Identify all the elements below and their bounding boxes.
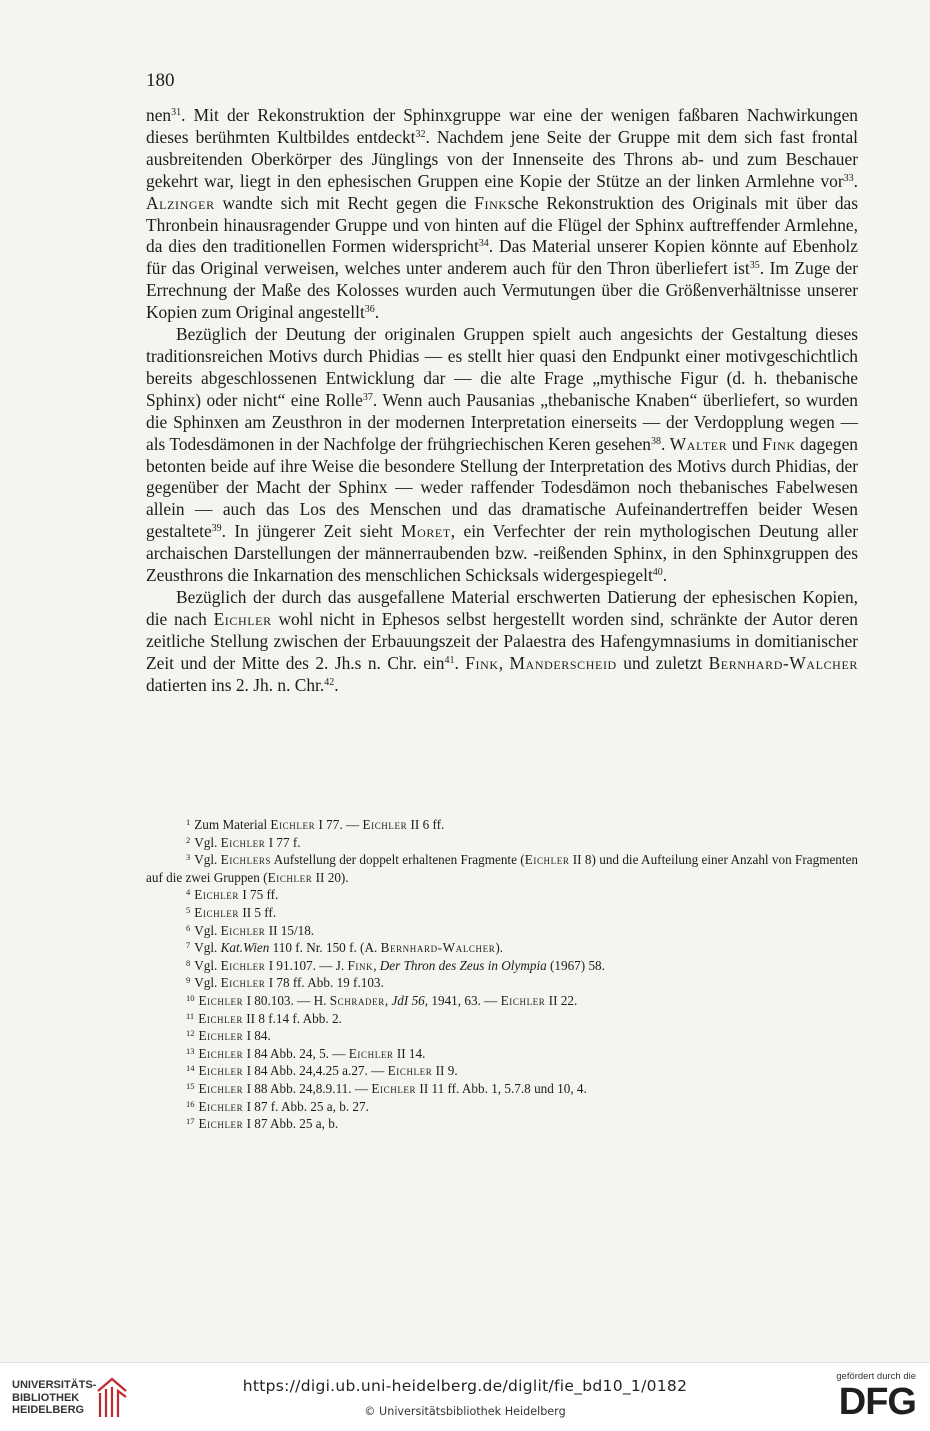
page-url-link[interactable]: https://digi.ub.uni-heidelberg.de/diglit/fie_bd10_1/0182 xyxy=(242,1377,688,1395)
author-name: Eichler xyxy=(198,1028,244,1044)
text-run: sche Rekonstruktion des Originals mit über das Thronbein hinausragender Gruppe und von hinten auf die Flügel der Sphinx auftreffender Armlehne, da dies den traditionellen Formen widerspricht xyxy=(146,192,858,257)
footnote-number: 2 xyxy=(186,834,191,845)
text-run: Aufstellung der doppelt erhaltenen Fragmente ( xyxy=(271,852,525,868)
footnote-number: 7 xyxy=(186,940,191,951)
text-run: II 8 f.14 f. Abb. 2. xyxy=(242,1010,342,1026)
text-run: nen xyxy=(146,105,172,125)
footnote-ref[interactable]: 35 xyxy=(749,260,760,272)
dfg-block[interactable] xyxy=(816,1371,916,1422)
paragraph xyxy=(146,324,858,587)
author-name: Fink xyxy=(465,652,499,673)
author-name: Eichler xyxy=(220,834,266,850)
text-run: II 6 ff. xyxy=(407,817,445,832)
text-run: und zuletzt xyxy=(616,652,709,673)
footnote-number: 10 xyxy=(186,992,195,1003)
text-run: 110 f. Nr. 150 f. (A. xyxy=(269,940,381,956)
text-run: I 80.103. — H. xyxy=(243,992,330,1008)
author-name: Alzinger xyxy=(146,192,215,213)
footnote xyxy=(146,1080,858,1098)
author-name: Eichler xyxy=(198,1010,243,1026)
text-run: I 84 Abb. 24,4.25 a.27. — xyxy=(243,1063,388,1079)
footnote-number: 6 xyxy=(186,922,191,933)
text-run: . xyxy=(853,170,858,191)
text-run: I 91.107. — J. xyxy=(265,957,348,973)
viewer-footer xyxy=(0,1362,930,1431)
footnote-number: 12 xyxy=(186,1028,195,1039)
author-name: Eichler xyxy=(213,608,272,629)
text-run: II 20). xyxy=(312,869,349,885)
text-run: I 77. — xyxy=(315,817,363,832)
footnote xyxy=(146,834,858,852)
text-run: Vgl. xyxy=(194,922,221,938)
text-run: dagegen betonten beide auf ihre Weise die besondere Stellung der Interpretation des Motivs durch Phidias, der gegenüber der Macht der Sphinx — weder raffender Todesdämon noch thebanisches Fabelwesen allein — auch das Los des Menschen und das dramatische Aufeinandertreffen beider Wesen gestaltete xyxy=(146,433,859,542)
text-run: Vgl. xyxy=(194,975,221,991)
text-run: Vgl. xyxy=(194,834,221,850)
author-name: Eichler xyxy=(198,1116,244,1132)
author-name: Eichler xyxy=(348,1045,394,1061)
author-name: Eichler xyxy=(371,1080,417,1096)
funded-by-label: gefördert durch die xyxy=(836,1371,916,1382)
library-logo-line: HEIDELBERG xyxy=(12,1404,85,1416)
footnote xyxy=(146,922,858,940)
footnote xyxy=(146,1010,858,1028)
author-name: Eichler xyxy=(270,817,316,832)
footnote-number: 4 xyxy=(186,887,191,898)
text-run: II 11 ff. Abb. 1, 5.7.8 und 10, 4. xyxy=(416,1080,587,1096)
text-run: . Wenn auch Pausanias „thebanische Knaben“ überliefert, so wurden die Sphinxen am Zeusthron in der modernen Interpretation einerseits — der Verdopplung wegen — als Todesdämonen in der Nachfolge der frühgriechischen Keren gesehen xyxy=(146,389,858,454)
author-name: Walter xyxy=(669,433,728,454)
author-name: Eichlers xyxy=(220,852,272,868)
footnotes xyxy=(146,816,858,1133)
footnote xyxy=(146,1115,858,1133)
author-name: Bernhard-Walcher xyxy=(708,652,858,673)
author-name: Eichler xyxy=(524,852,570,868)
text-run: . In jüngerer Zeit sieht xyxy=(221,521,401,542)
text-run: II 5 ff. xyxy=(239,904,277,920)
footnote-ref[interactable]: 36 xyxy=(364,304,375,316)
text-run: Bezüglich der durch das ausgefallene Material erschwerten Datierung der ephesischen Kopien, die nach xyxy=(146,586,858,629)
text-run: II 8) und die Aufteilung einer Anzahl von Fragmenten auf die zwei Gruppen ( xyxy=(146,852,859,885)
library-logo-line: BIBLIOTHEK xyxy=(12,1391,80,1404)
dfg-logo: DFG xyxy=(838,1381,916,1423)
footnote xyxy=(146,1045,858,1063)
author-name: Fink xyxy=(347,957,374,973)
footnote-number: 13 xyxy=(186,1045,195,1056)
text-run: II 22. xyxy=(545,992,578,1008)
work-title: Der Thron des Zeus in Olympia xyxy=(379,957,547,973)
text-run: . Mit der Rekonstruktion der Sphinxgruppe war eine der wenigen faßbaren Nachwirkungen dieses berühmten Kultbildes entdeckt xyxy=(146,105,858,147)
author-name: Eichler xyxy=(198,1098,244,1114)
footnote xyxy=(146,1027,858,1045)
text-run: I 77 f. xyxy=(265,834,301,850)
text-run: , xyxy=(373,957,380,973)
footnote-ref[interactable]: 40 xyxy=(652,567,663,579)
text-run: Zum Material xyxy=(194,817,271,832)
footnote xyxy=(146,1062,858,1080)
author-name: Eichler xyxy=(220,922,266,938)
text-run: Vgl. xyxy=(194,957,221,973)
text-run: Bezüglich der Deutung der originalen Gruppen spielt auch angesichts der Gestaltung dieses traditionsreichen Motivs durch Phidias — es stellt hier quasi den Endpunkt einer motivgeschichtlich bereits abgeschlossenen Entwicklung dar — die alte Frage „mythische Figur (d. h. thebanische Sphinx) oder nicht“ eine Rolle xyxy=(146,324,858,410)
copyright-notice: © Universitätsbibliothek Heidelberg xyxy=(364,1405,566,1418)
text-run: (1967) 58. xyxy=(546,957,605,973)
footnote-number: 3 xyxy=(186,852,191,863)
author-name: Eichler xyxy=(198,992,244,1008)
footnote xyxy=(146,816,858,834)
text-run: I 84 Abb. 24, 5. — xyxy=(243,1045,349,1061)
text-run: I 88 Abb. 24,8.9.11. — xyxy=(243,1080,372,1096)
author-name: Eichler xyxy=(500,992,546,1008)
text-run: II 15/18. xyxy=(265,922,315,938)
text-run: und xyxy=(727,433,763,454)
author-name: Eichler xyxy=(194,904,240,920)
text-run: . xyxy=(374,302,380,323)
author-name: Eichler xyxy=(220,975,266,991)
author-name: Fink xyxy=(474,192,508,213)
footnote-number: 17 xyxy=(186,1116,195,1127)
footnote xyxy=(146,957,858,975)
footnote xyxy=(146,904,858,922)
text-run: . Im Zuge der Errechnung der Maße des Kolosses wurden auch Vermutungen über die Größenverhältnisse unserer Kopien zum Original angestellt xyxy=(146,258,858,323)
footnote-ref[interactable]: 31 xyxy=(171,107,182,118)
footnote-ref[interactable]: 38 xyxy=(651,435,661,447)
footnote xyxy=(146,939,858,957)
text-run: wandte sich mit Recht gegen die xyxy=(214,192,475,213)
work-title: JdI 56, xyxy=(391,992,429,1008)
author-name: Schrader xyxy=(329,992,385,1008)
text-run: . Das Material unserer Kopien könnte auf Ebenholz für das Original verweisen, welches unter anderem auch für den Thron überliefert ist xyxy=(146,236,858,279)
author-name: Manderscheid xyxy=(509,652,617,673)
footnote-ref[interactable]: 32 xyxy=(415,128,426,140)
author-name: Eichler xyxy=(194,887,240,903)
footnote-number: 16 xyxy=(186,1098,195,1109)
text-run: I 87 Abb. 25 a, b. xyxy=(243,1116,339,1132)
footnote xyxy=(146,974,858,992)
text-run: Vgl. xyxy=(194,940,221,956)
text-run: . xyxy=(454,652,466,673)
text-run: I 87 f. Abb. 25 a, b. 27. xyxy=(243,1098,369,1114)
footnote-number: 15 xyxy=(186,1080,195,1091)
author-name: Eichler xyxy=(198,1045,244,1061)
footnote-number: 8 xyxy=(186,957,191,968)
author-name: Moret xyxy=(401,521,451,542)
footnote-number: 14 xyxy=(186,1063,195,1074)
library-logo-line: UNIVERSITÄTS- xyxy=(12,1379,97,1391)
paragraph xyxy=(146,105,858,324)
text-run: Vgl. xyxy=(194,852,221,868)
footnote-ref[interactable]: 41 xyxy=(444,654,455,666)
page-number: 180 xyxy=(146,70,175,91)
footnote-number: 1 xyxy=(186,817,191,827)
text-run: I 78 ff. Abb. 19 f.103. xyxy=(265,975,384,991)
author-name: Eichler xyxy=(267,869,313,885)
paragraph xyxy=(146,587,858,697)
footnote-number: 9 xyxy=(186,975,191,986)
text-run: , xyxy=(384,992,392,1008)
footnote xyxy=(146,1098,858,1116)
work-title: Kat.Wien xyxy=(220,940,270,956)
footnote-ref[interactable]: 42 xyxy=(324,676,335,688)
author-name: Eichler xyxy=(198,1063,244,1079)
author-name: Eichler xyxy=(362,817,408,832)
text-run: . xyxy=(662,565,668,586)
body-text xyxy=(146,105,858,696)
footnote-ref[interactable]: 34 xyxy=(478,238,489,250)
footnote-ref[interactable]: 37 xyxy=(362,391,373,403)
footnote xyxy=(146,851,858,886)
text-run: I 75 ff. xyxy=(239,887,279,903)
author-name: Bernhard-Walcher xyxy=(380,940,496,956)
author-name: Eichler xyxy=(387,1063,433,1079)
text-run: . Nachdem jene Seite der Gruppe mit dem sich fast frontal ausbreitenden Oberkörper des Jünglings von der Innenseite des Throns ab- und zum Beschauer gekehrt war, liegt in den ephesischen Gruppen eine Kopie der Stütze an der linken Armlehne vor xyxy=(146,126,858,191)
footnote-number: 11 xyxy=(186,1010,195,1021)
text-run: . xyxy=(334,674,339,695)
text-run: II 9. xyxy=(432,1063,458,1079)
text-run: . xyxy=(661,433,670,454)
footnote-number: 5 xyxy=(186,904,191,915)
text-run: 1941, 63. — xyxy=(428,992,501,1008)
text-run: I 84. xyxy=(243,1028,271,1044)
text-run: , ein Verfechter der rein mythologischen Deutung aller archaischen Darstellungen der männerraubenden bzw. -reißenden Sphinx, in den Sphinxgruppen des Zeusthrons die Inkarnation des menschlichen Schicksals widergespiegelt xyxy=(146,521,858,586)
text-run: datierten ins 2. Jh. n. Chr. xyxy=(146,674,325,695)
text-run: ). xyxy=(495,940,504,956)
author-name: Eichler xyxy=(220,957,266,973)
text-run: , xyxy=(498,652,510,673)
author-name: Eichler xyxy=(198,1080,244,1096)
footnote-ref[interactable]: 39 xyxy=(211,523,222,535)
author-name: Fink xyxy=(762,433,796,454)
text-run: wohl nicht in Ephesos selbst hergestellt worden sind, schränkte der Autor deren zeitliche Stellung zwischen der Erbauungszeit der Palaestra des Hafengymnasiums in domitianischer Zeit und der Mitte des 2. Jh.s n. Chr. ein xyxy=(146,608,858,673)
text-run: II 14. xyxy=(393,1045,426,1061)
footnote xyxy=(146,992,858,1010)
footnote-ref[interactable]: 33 xyxy=(843,172,854,184)
footnote xyxy=(146,886,858,904)
